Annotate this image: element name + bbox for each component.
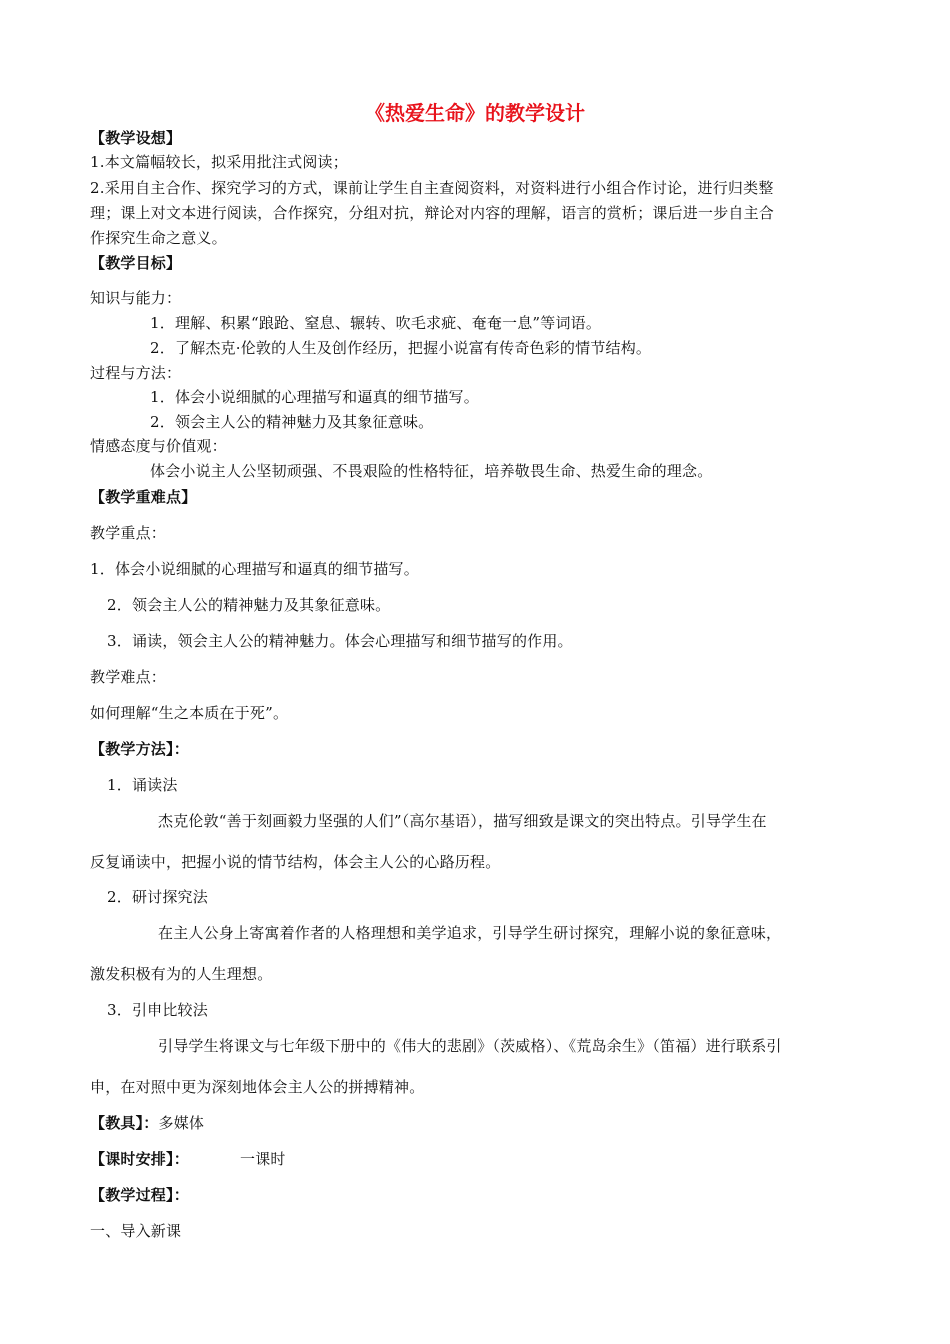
focus-item-2: 2．领会主人公的精神魅力及其象征意味。 bbox=[107, 596, 391, 614]
emotion-item-1: 体会小说主人公坚韧顽强、不畏艰险的性格特征，培养敬畏生命、热爱生命的理念。 bbox=[150, 462, 713, 480]
difficulty-item-1: 如何理解“生之本质在于死”。 bbox=[90, 704, 289, 722]
method-1-title: 1．诵读法 bbox=[107, 776, 178, 794]
goals-heading: 【教学目标】 bbox=[90, 254, 182, 272]
method-2-line-2: 激发积极有为的人生理想。 bbox=[90, 965, 273, 983]
method-3-line-2: 申，在对照中更为深刻地体会主人公的拼搏精神。 bbox=[90, 1078, 425, 1096]
method-3-title: 3．引申比较法 bbox=[107, 1001, 208, 1019]
design-idea-item-2-line-3: 作探究生命之意义。 bbox=[90, 229, 227, 247]
process-label: 过程与方法： bbox=[90, 364, 182, 382]
document-title: 《热爱生命》的教学设计 bbox=[365, 101, 585, 125]
method-2-line-1: 在主人公身上寄寓着作者的人格理想和美学追求，引导学生研讨探究，理解小说的象征意味， bbox=[158, 924, 782, 942]
method-1-line-1: 杰克伦敦“善于刻画毅力坚强的人们”（高尔基语），描写细致是课文的突出特点。引导学生在 bbox=[158, 812, 767, 830]
emotion-label: 情感态度与价值观： bbox=[90, 437, 227, 455]
process-step-1: 一、导入新课 bbox=[90, 1222, 182, 1240]
tools-heading: 【教具】： bbox=[90, 1114, 159, 1132]
tools-row bbox=[90, 1113, 204, 1133]
design-idea-item-2-line-1: 2.采用自主合作、探究学习的方式，课前让学生自主查阅资料，对资料进行小组合作讨论，进行归类整 bbox=[90, 179, 774, 197]
process-item-2: 2．领会主人公的精神魅力及其象征意味。 bbox=[150, 413, 434, 431]
focus-item-3: 3．诵读，领会主人公的精神魅力。体会心理描写和细节描写的作用。 bbox=[107, 632, 573, 650]
method-1-line-2: 反复诵读中，把握小说的情节结构，体会主人公的心路历程。 bbox=[90, 853, 501, 871]
design-idea-heading: 【教学设想】 bbox=[90, 129, 182, 147]
design-idea-item-2-line-2: 理；课上对文本进行阅读，合作探究，分组对抗，辩论对内容的理解，语言的赏析；课后进一步自主合 bbox=[90, 204, 775, 222]
focus-label: 教学重点： bbox=[90, 524, 167, 542]
schedule-value: 一课时 bbox=[240, 1150, 286, 1168]
process-heading: 【教学过程】： bbox=[90, 1186, 189, 1204]
focus-item-1: 1．体会小说细腻的心理描写和逼真的细节描写。 bbox=[90, 560, 419, 578]
knowledge-label: 知识与能力： bbox=[90, 289, 182, 307]
method-3-line-1: 引导学生将课文与七年级下册中的《伟大的悲剧》（茨威格）、《荒岛余生》（笛福）进行联系引 bbox=[158, 1037, 782, 1055]
process-item-1: 1．体会小说细腻的心理描写和逼真的细节描写。 bbox=[150, 388, 479, 406]
knowledge-item-1: 1．理解、积累“踉跄、窒息、辗转、吹毛求疵、奄奄一息”等词语。 bbox=[150, 314, 602, 332]
design-idea-item-1: 1.本文篇幅较长，拟采用批注式阅读； bbox=[90, 153, 348, 171]
methods-heading: 【教学方法】： bbox=[90, 740, 189, 758]
schedule-heading: 【课时安排】： bbox=[90, 1150, 189, 1168]
method-2-title: 2．研讨探究法 bbox=[107, 888, 208, 906]
key-points-heading: 【教学重难点】 bbox=[90, 488, 197, 506]
knowledge-item-2: 2．了解杰克·伦敦的人生及创作经历，把握小说富有传奇色彩的情节结构。 bbox=[150, 339, 652, 357]
difficulty-label: 教学难点： bbox=[90, 668, 167, 686]
tools-value: 多媒体 bbox=[158, 1114, 205, 1132]
